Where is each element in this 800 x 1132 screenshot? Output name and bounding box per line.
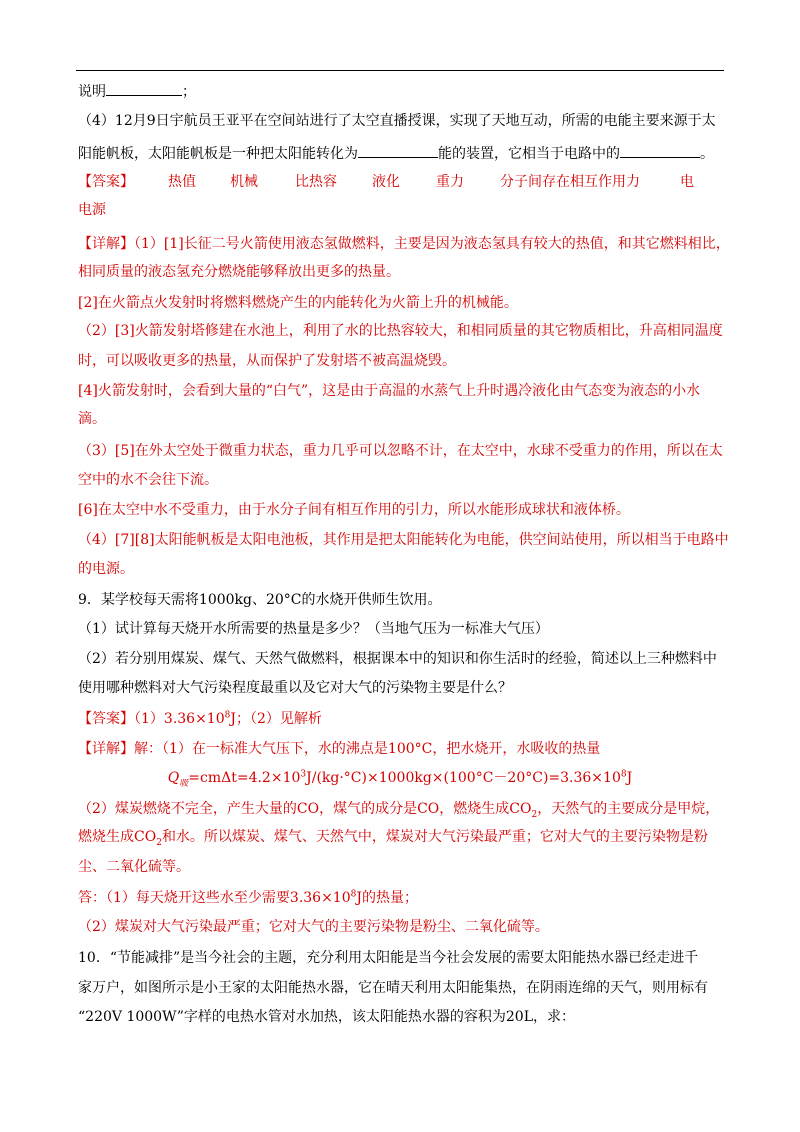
line-explain — [78, 80, 724, 102]
detail-label: 【详解】 — [78, 741, 134, 757]
detail-line: [6]在太空中水不受重力，由于水分子间有相互作用的引力，所以水能形成球状和液体桥。 — [78, 502, 630, 518]
text: J — [626, 770, 633, 786]
detail-line: 相同质量的液态氢充分燃烧能够释放出更多的热量。 — [78, 264, 400, 280]
answer-blank — [358, 142, 438, 158]
text: （1）3.36×10 — [134, 711, 225, 727]
answer-label: 【答案】 — [78, 174, 134, 190]
answer-label: 【答案】 — [78, 711, 134, 727]
question-8-part4: （4）12月9日宇航员王亚平在空间站进行了太空直播授课，实现了天地互动，所需的电能主要来源于太 — [78, 113, 716, 129]
answer-item: 液化 — [372, 174, 400, 190]
subscript: 2 — [531, 809, 538, 820]
answer-item-cont: 电源 — [78, 202, 106, 218]
answer-item: 电 — [680, 174, 694, 190]
subscript: 吸 — [179, 778, 189, 789]
question-10-stem: 10．“节能减排”是当今社会的主题，充分利用太阳能是当今社会发展的需要太阳能热水器已经走进千 — [78, 950, 699, 966]
detail-line: 时，可以吸收更多的热量，从而保护了发射塔不被高温烧毁。 — [78, 353, 456, 369]
text: 阳能帆板，太阳能帆板是一种把太阳能转化为 — [78, 146, 358, 162]
text: Q — [167, 770, 180, 786]
detail-line — [78, 739, 724, 759]
text: ，天然气的主要成分是甲烷， — [537, 801, 720, 817]
detail-line: [4]火箭发射时，会看到大量的“白气”，这是由于高温的水蒸气上升时遇冷液化由气态变为液态的小水 — [78, 383, 701, 399]
exponent: 8 — [620, 769, 627, 780]
subscript: 2 — [156, 837, 162, 848]
question-10-stem-cont: “220V 1000W”字样的电热水管对水加热，该太阳能热水器的容积为20L，求： — [78, 1009, 575, 1025]
text: J；（2）见解析 — [230, 711, 322, 727]
text: 解：（1）在一标准大气压下，水的沸点是100°C，把水烧开，水吸收的热量 — [134, 741, 601, 757]
detail-line — [78, 799, 724, 819]
text: 和水。所以煤炭、煤气、天然气中，煤炭对大气污染最严重；它对大气的主要污染物是粉 — [161, 829, 708, 845]
text: ； — [182, 84, 196, 100]
detail-line — [78, 234, 730, 254]
conclusion-line: （2）煤炭对大气污染最严重；它对大气的主要污染物是粉尘、二氧化硫等。 — [78, 919, 549, 935]
header-rule — [76, 70, 724, 71]
answer-item: 热值 — [168, 174, 196, 190]
exponent: 8 — [350, 889, 357, 900]
answer-item: 机械 — [230, 174, 258, 190]
detail-line: 尘、二氧化硫等。 — [78, 859, 190, 875]
text: 说明 — [78, 84, 106, 100]
exponent: 3 — [300, 769, 307, 780]
text: （2）煤炭燃烧不完全，产生大量的CO，煤气的成分是CO，燃烧生成CO — [78, 801, 532, 817]
exponent: 8 — [224, 710, 231, 721]
question-9-stem: 9．某学校每天需将1000kg、20°C的水烧开供师生饮用。 — [78, 592, 442, 608]
heat-formula — [0, 768, 800, 788]
text: 能的装置，它相当于电路中的 — [438, 146, 620, 162]
answer-blank — [620, 142, 700, 158]
text: 答：（1）每天烧开这些水至少需要3.36×10 — [78, 890, 351, 906]
answer-item: 分子间存在相互作用力 — [500, 174, 640, 190]
question-9-part1: （1）试计算每天烧开水所需要的热量是多少？（当地气压为一标准大气压） — [78, 621, 549, 637]
detail-line: （3）[5]在外太空处于微重力状态，重力几乎可以忽略不计，在太空中，水球不受重力的作用，所以在太 — [78, 443, 723, 459]
question-9-part2: （2）若分别用煤炭、煤气、天然气做燃料，根据课本中的知识和你生活时的经验，简述以上三种燃料中 — [78, 651, 717, 667]
answer-item: 重力 — [436, 174, 464, 190]
detail-line: 滴。 — [78, 411, 106, 427]
conclusion-line — [78, 888, 724, 908]
question-9-part2-cont: 使用哪种燃料对大气污染程度最重以及它对大气的污染物主要是什么？ — [78, 680, 512, 696]
question-8-part4-cont — [78, 142, 724, 164]
text: 燃烧生成CO — [78, 829, 157, 845]
detail-line: （4）[7][8]太阳能帆板是太阳电池板，其作用是把太阳能转化为电能，供空间站使用，所以相当于电路中 — [78, 532, 729, 548]
answer-item: 比热容 — [295, 174, 337, 190]
detail-line: 空中的水不会往下流。 — [78, 472, 218, 488]
detail-line: [2]在火箭点火发射时将燃料燃烧产生的内能转化为火箭上升的机械能。 — [78, 295, 518, 311]
answer-line — [78, 709, 724, 729]
detail-line — [78, 827, 724, 847]
text: J的热量； — [356, 890, 418, 906]
detail-label: 【详解】 — [78, 236, 134, 252]
text: （1）[1]长征二号火箭使用液态氢做燃料，主要是因为液态氢具有较大的热值，和其它燃料相比， — [134, 236, 730, 252]
detail-line: 的电源。 — [78, 561, 134, 577]
text: J/(kg·°C)×1000kg×(100°C－20°C)=3.36×10 — [306, 770, 621, 786]
text: 。 — [700, 146, 714, 162]
answer-blank — [106, 80, 182, 96]
detail-line: （2）[3]火箭发射塔修建在水池上，利用了水的比热容较大，和相同质量的其它物质相比，升高相同温度 — [78, 323, 723, 339]
question-10-stem-cont: 家万户，如图所示是小王家的太阳能热水器，它在晴天利用太阳能集热，在阴雨连绵的天气，则用标有 — [78, 980, 708, 996]
text: =cmΔt=4.2×10 — [188, 770, 301, 786]
